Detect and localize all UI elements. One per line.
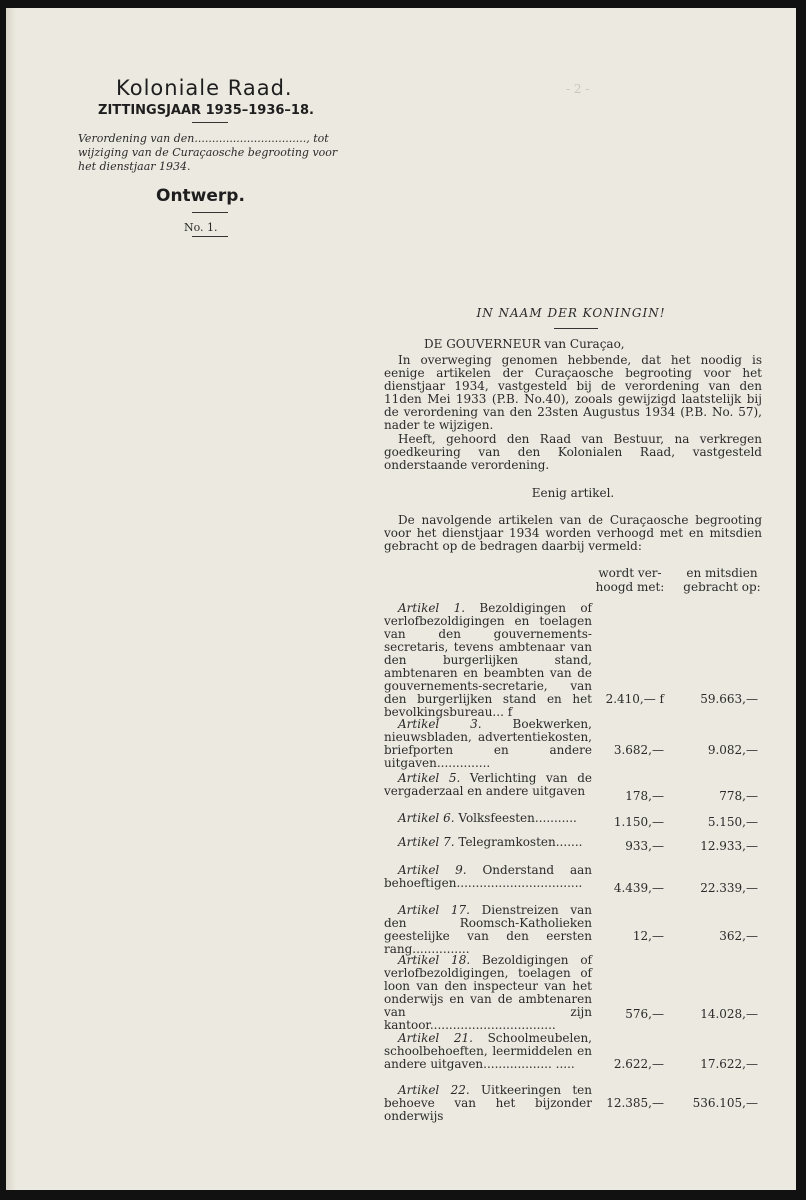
divider: [192, 122, 228, 123]
considering-paragraph: In overweging genomen hebbende, dat het noodig is eenige artikelen der Curaçaosche begrooting voor het dienstjaar 1934, vastgesteld bij de verordening van den 11den Mei 1933 (P.B. No.40), zooals gewijzigd laatstelijk bij de verordening van den 23sten Augustus 1934 (P.B. No. 57), nader te wijzigen.: [384, 353, 762, 432]
increase-amount: 178,—: [625, 789, 664, 803]
column-header-increase: wordt ver- hoogd met:: [595, 566, 665, 594]
council-title: Koloniale Raad.: [116, 76, 293, 100]
increase-amount: 933,—: [625, 839, 664, 853]
table-row: [384, 864, 762, 898]
row-description: Artikel 3. Boekwerken, nieuwsbladen, advertentiekosten, briefporten en andere uitgaven..............: [384, 717, 592, 770]
governor-line: DE GOUVERNEUR van Curaçao,: [424, 337, 625, 351]
table-row: [384, 812, 762, 832]
table-row: [384, 903, 762, 956]
table-row: [384, 601, 762, 719]
total-amount: 22.339,—: [700, 881, 758, 895]
total-amount: 9.082,—: [707, 743, 758, 757]
total-amount: 14.028,—: [700, 1007, 758, 1021]
heard-paragraph: Heeft, gehoord den Raad van Bestuur, na verkregen goedkeuring van den Kolonialen Raad, vastgesteld onderstaande verordening.: [384, 432, 762, 472]
document-page: [6, 8, 796, 1190]
increase-amount: 1.150,—: [613, 815, 664, 829]
row-description: Artikel 21. Schoolmeubelen, schoolbehoeften, leermiddelen en andere uitgaven.................. .....: [384, 1031, 592, 1071]
row-description: Artikel 6. Volksfeesten...........: [398, 811, 577, 825]
total-amount: 778,—: [719, 789, 758, 803]
divider: [554, 328, 598, 329]
divider: [192, 212, 228, 213]
row-description: Artikel 5. Verlichting van de vergaderzaal en andere uitgaven: [384, 771, 592, 798]
document-number: No. 1.: [184, 221, 218, 234]
total-amount: 536.105,—: [692, 1096, 758, 1110]
royal-heading: IN NAAM DER KONINGIN!: [476, 306, 666, 320]
increase-amount: 12,—: [632, 929, 664, 943]
intro-paragraph: De navolgende artikelen van de Curaçaosche begrooting voor het dienstjaar 1934 worden verhoogd met en mitsdien gebracht op de bedragen daarbij vermeld:: [384, 513, 762, 553]
row-description: Artikel 18. Bezoldigingen of verlofbezoldigingen, toelagen of loon van den inspecteur van het onderwijs en van de ambtenaren van zijn kantoor.................................: [384, 953, 592, 1032]
increase-amount: 12.385,—: [606, 1096, 664, 1110]
row-description: Artikel 9. Onderstand aan behoeftigen.................................: [384, 863, 592, 890]
total-amount: 12.933,—: [700, 839, 758, 853]
row-description: Artikel 7. Telegramkosten.......: [398, 835, 583, 849]
increase-amount: 2.410,— f: [605, 692, 664, 706]
draft-label: Ontwerp.: [156, 186, 245, 206]
table-row: [384, 953, 762, 1032]
column-header-total: en mitsdien gebracht op:: [683, 566, 761, 594]
row-description: Artikel 22. Uitkeeringen ten behoeve van het bijzonder onderwijs: [384, 1083, 593, 1123]
article-heading: Eenig artikel.: [531, 486, 615, 500]
increase-amount: 3.682,—: [613, 743, 664, 757]
page-number: - 2 -: [566, 82, 590, 96]
total-amount: 17.622,—: [700, 1057, 758, 1071]
row-description: Artikel 1. Bezoldigingen of verlofbezoldigingen en toelagen van den gouvernements-secretaris, tevens ambtenaar van den burgerlijken stand, ambtenaren en beambten van de gouvernements-secretarie, van den burgerlijken stand en het bevolkingsbureau... f: [384, 601, 592, 719]
table-row: [384, 772, 762, 806]
session-year: ZITTINGSJAAR 1935–1936–18.: [98, 103, 314, 118]
page-edge-shadow: [6, 8, 16, 1190]
table-row: [384, 717, 762, 770]
increase-amount: 2.622,—: [613, 1057, 664, 1071]
ordinance-description: Verordening van den................................, tot wijziging van de Curaçaosche begrooting voor het dienstjaar 1934.: [78, 132, 338, 173]
total-amount: 59.663,—: [700, 692, 758, 706]
table-row: [384, 1083, 762, 1123]
table-row: [384, 1032, 762, 1078]
increase-amount: 4.439,—: [613, 881, 664, 895]
total-amount: 362,—: [719, 929, 758, 943]
total-amount: 5.150,—: [707, 815, 758, 829]
row-description: Artikel 17. Dienstreizen van den Roomsch-Katholieken geestelijke van den eersten rang...............: [384, 903, 592, 956]
divider: [192, 236, 228, 237]
table-row: [384, 836, 762, 856]
increase-amount: 576,—: [625, 1007, 664, 1021]
